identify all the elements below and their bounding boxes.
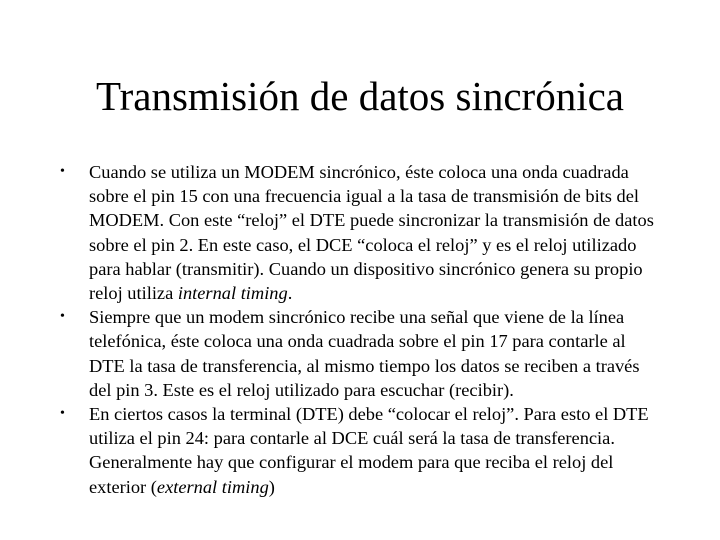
bullet-text: Cuando se utiliza un MODEM sincrónico, éste coloca una onda cuadrada sobre el pin 15 con una frecuencia igual a la tasa de transmisión de bits del MODEM. Con este “reloj” el DTE puede sincronizar la transmisión de datos sobre el pin 2. En este caso, el DCE “coloca el reloj” y es el reloj utilizado para hablar (transmitir). Cuando un dispositivo sincrónico genera su propio reloj utiliza bbox=[89, 162, 654, 304]
bullet-list bbox=[60, 160, 665, 499]
bullet-text-end: . bbox=[287, 283, 293, 304]
bullet-dot-icon: • bbox=[60, 164, 65, 179]
bullet-item bbox=[60, 402, 665, 499]
bullet-text: Siempre que un modem sincrónico recibe una señal que viene de la línea telefónica, éste coloca una onda cuadrada sobre el pin 17 para contarle al DTE la tasa de transferencia, al mismo tiempo los datos se reciben a través del pin 3. Este es el reloj utilizado para escuchar (recibir). bbox=[89, 307, 640, 400]
bullet-dot-icon: • bbox=[60, 309, 65, 325]
bullet-emphasis: internal timing bbox=[177, 283, 288, 304]
bullet-text: En ciertos casos la terminal (DTE) debe “colocar el reloj”. Para esto el DTE utiliza el pin 24: para contarle al DCE cuál será la tasa de transferencia. Generalmente hay que configurar el modem para que reciba el reloj del exterior ( bbox=[89, 404, 649, 497]
bullet-emphasis: external timing bbox=[156, 476, 269, 497]
bullet-dot-icon: • bbox=[60, 406, 65, 422]
bullet-item bbox=[60, 160, 665, 305]
slide-title: Transmisión de datos sincrónica bbox=[95, 73, 624, 119]
bullet-item bbox=[60, 305, 665, 402]
bullet-text-end: ) bbox=[268, 476, 275, 497]
